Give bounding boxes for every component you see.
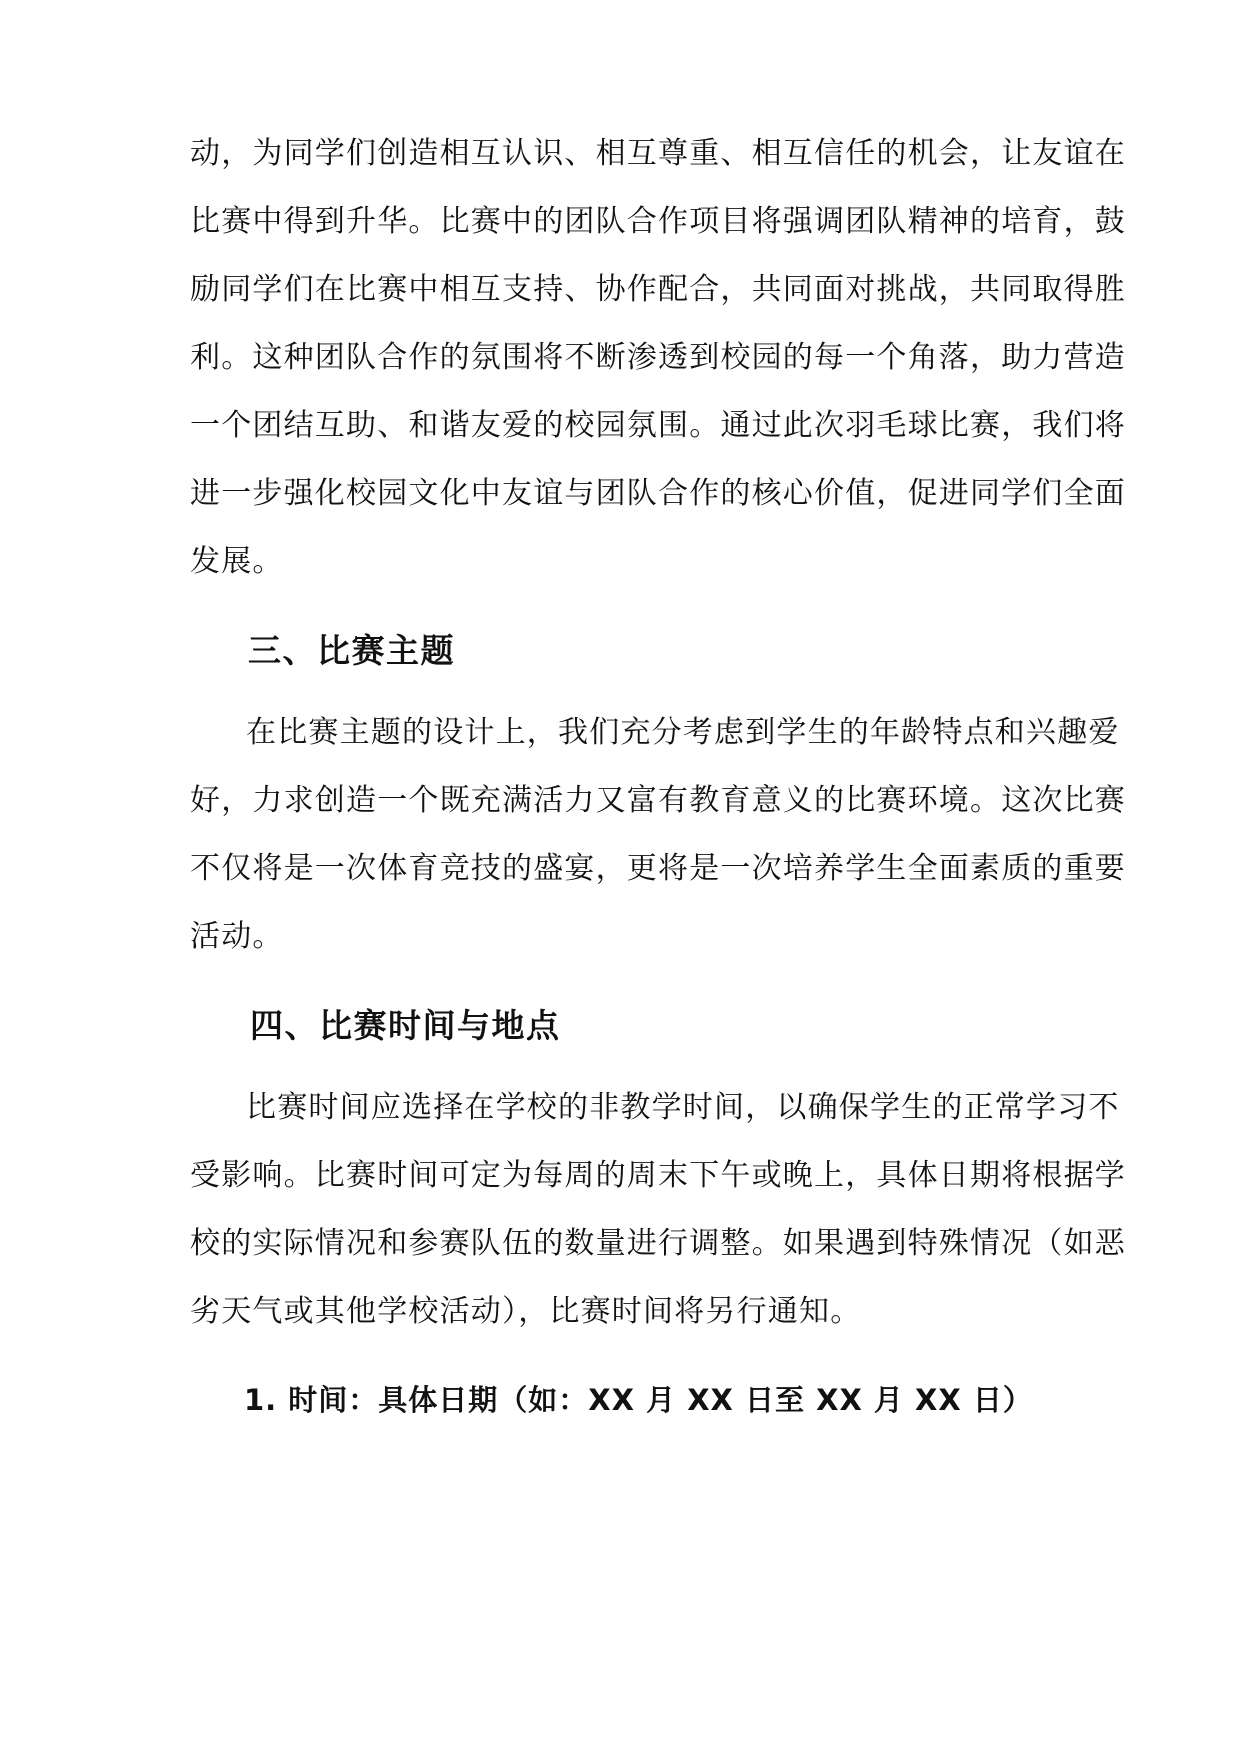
paragraph-line: 校的实际情况和参赛队伍的数量进行调整。如果遇到特殊情况（如恶 xyxy=(190,1226,1126,1261)
paragraph-line: 比赛时间应选择在学校的非教学时间，以确保学生的正常学习不 xyxy=(246,1090,1120,1125)
paragraph-line: 一个团结互助、和谐友爱的校园氛围。通过此次羽毛球比赛，我们将 xyxy=(190,408,1126,443)
paragraph-line: 利。这种团队合作的氛围将不断渗透到校园的每一个角落，助力营造 xyxy=(190,340,1126,375)
paragraph-line: 劣天气或其他学校活动），比赛时间将另行通知。 xyxy=(190,1294,862,1329)
list-item: 1. 时间：具体日期（如：XX 月 XX 日至 XX 月 XX 日） xyxy=(244,1383,1033,1417)
paragraph-line: 好，力求创造一个既充满活力又富有教育意义的比赛环境。这次比赛 xyxy=(190,783,1126,818)
paragraph-line: 励同学们在比赛中相互支持、协作配合，共同面对挑战，共同取得胜 xyxy=(190,272,1126,307)
paragraph-line: 比赛中得到升华。比赛中的团队合作项目将强调团队精神的培育，鼓 xyxy=(190,204,1126,239)
paragraph-line: 不仅将是一次体育竞技的盛宴，更将是一次培养学生全面素质的重要 xyxy=(190,851,1126,886)
paragraph-line: 在比赛主题的设计上，我们充分考虑到学生的年龄特点和兴趣爱 xyxy=(246,715,1120,750)
paragraph-line: 受影响。比赛时间可定为每周的周末下午或晚上，具体日期将根据学 xyxy=(190,1158,1126,1193)
paragraph-line: 发展。 xyxy=(190,544,284,579)
section-heading: 三、比赛主题 xyxy=(248,631,455,670)
section-heading: 四、比赛时间与地点 xyxy=(250,1006,561,1045)
paragraph-line: 动，为同学们创造相互认识、相互尊重、相互信任的机会，让友谊在 xyxy=(190,136,1126,171)
paragraph-line: 进一步强化校园文化中友谊与团队合作的核心价值，促进同学们全面 xyxy=(190,476,1126,511)
paragraph-line: 活动。 xyxy=(190,919,284,954)
